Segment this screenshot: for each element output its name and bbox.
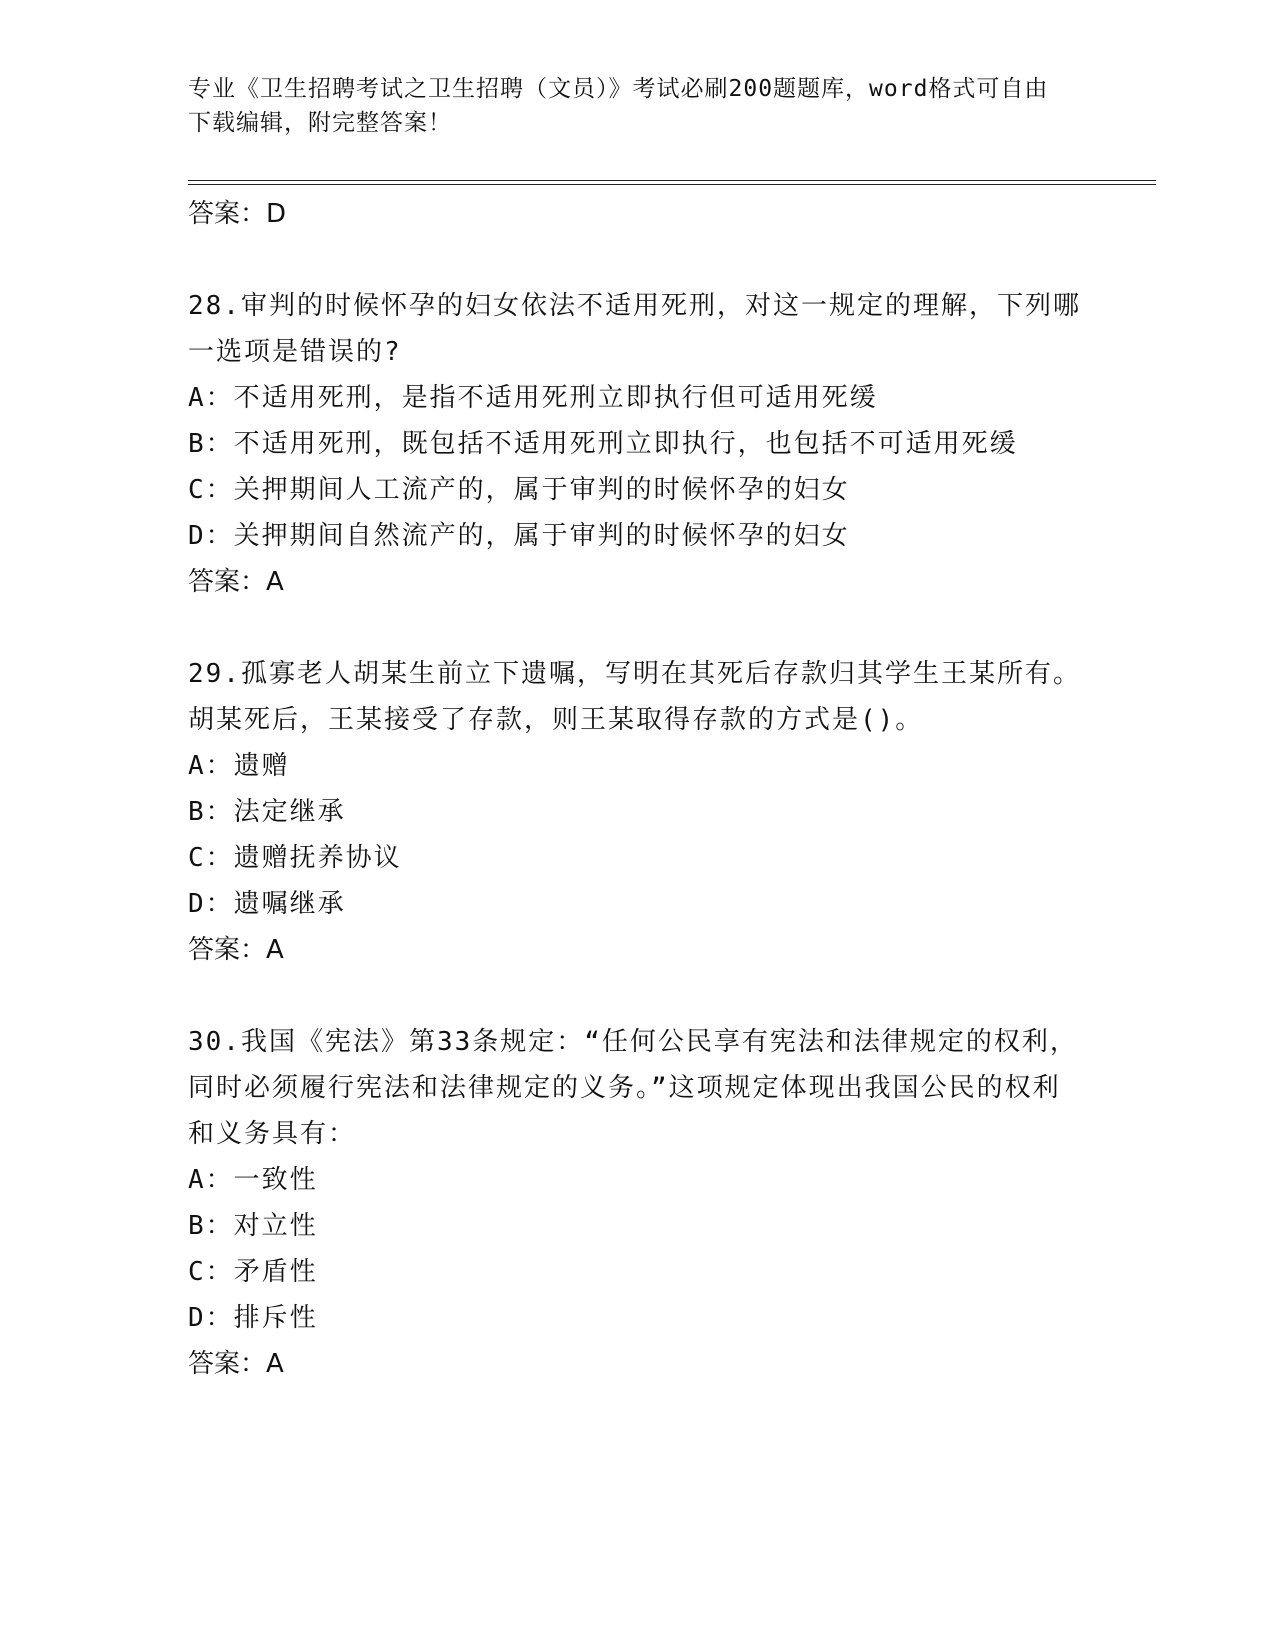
question-answer: 答案：A <box>188 1349 284 1379</box>
option-b: B：不适用死刑，既包括不适用死刑立即执行，也包括不可适用死缓 <box>188 429 1018 459</box>
option-d: D：排斥性 <box>188 1303 318 1333</box>
option-a: A：不适用死刑，是指不适用死刑立即执行但可适用死缓 <box>188 383 878 413</box>
question-content <box>188 191 1088 1387</box>
previous-answer: 答案：D <box>188 199 287 229</box>
header-double-rule <box>188 180 1156 185</box>
question-text: 29.孤寡老人胡某生前立下遗嘱，写明在其死后存款归其学生王某所有。胡某死后，王某接受了存款，则王某取得存款的方式是()。 <box>188 659 1081 735</box>
option-a: A：遗赠 <box>188 751 290 781</box>
question-text: 30.我国《宪法》第33条规定：“任何公民享有宪法和法律规定的权利，同时必须履行宪法和法律规定的义务。”这项规定体现出我国公民的权利和义务具有： <box>188 1027 1078 1149</box>
question-29 <box>188 651 1088 973</box>
option-d: D：关押期间自然流产的，属于审判的时候怀孕的妇女 <box>188 521 850 551</box>
question-answer: 答案：A <box>188 567 284 597</box>
option-c: C：遗赠抚养协议 <box>188 843 402 873</box>
spacer <box>188 605 1088 651</box>
page-header-title: 专业《卫生招聘考试之卫生招聘（文员）》考试必刷200题题库，word格式可自由下载编辑，附完整答案！ <box>188 76 1049 136</box>
question-28 <box>188 283 1088 605</box>
option-d: D：遗嘱继承 <box>188 889 346 919</box>
spacer <box>188 237 1088 283</box>
spacer <box>188 973 1088 1019</box>
question-answer: 答案：A <box>188 935 284 965</box>
option-b: B：法定继承 <box>188 797 346 827</box>
option-c: C：关押期间人工流产的，属于审判的时候怀孕的妇女 <box>188 475 850 505</box>
option-b: B：对立性 <box>188 1211 318 1241</box>
option-c: C：矛盾性 <box>188 1257 318 1287</box>
question-text: 28.审判的时候怀孕的妇女依法不适用死刑，对这一规定的理解，下列哪一选项是错误的? <box>188 291 1081 367</box>
question-30 <box>188 1019 1088 1387</box>
option-a: A：一致性 <box>188 1165 318 1195</box>
